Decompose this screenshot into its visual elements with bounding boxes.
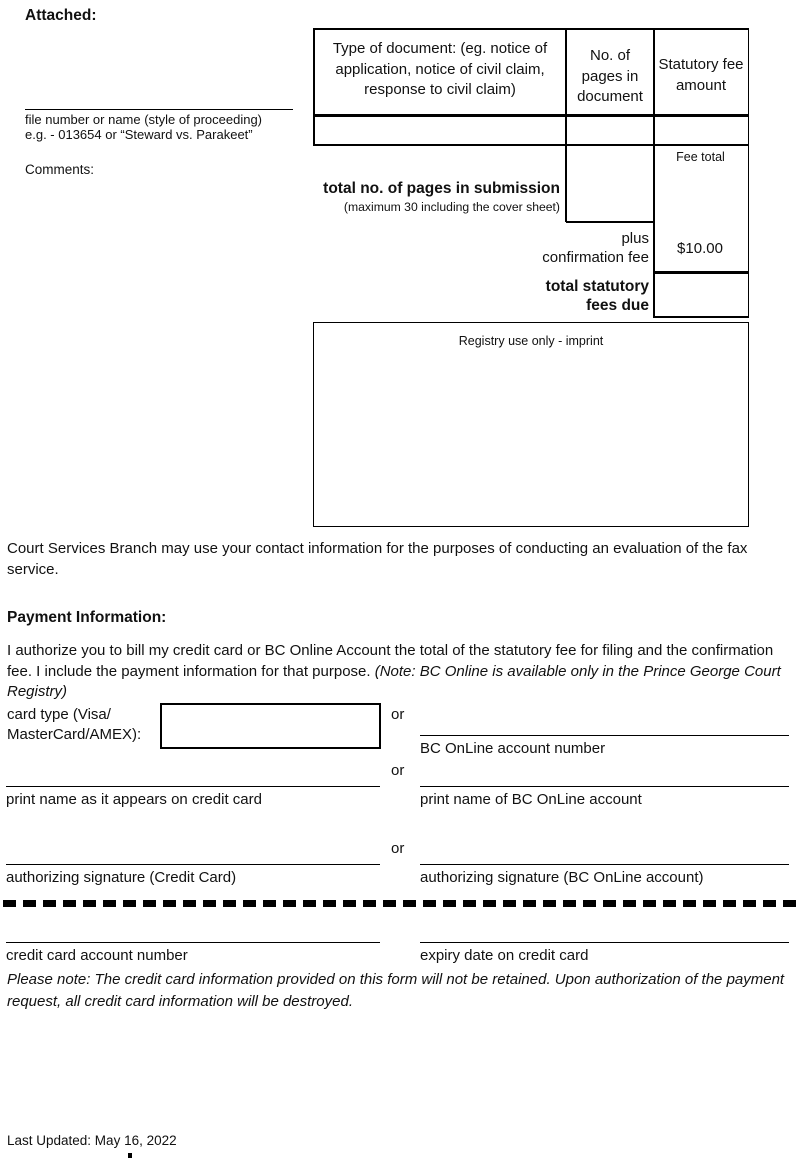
fee-total-divider bbox=[653, 271, 749, 274]
table-row1-bottom-border bbox=[313, 144, 749, 146]
col-header-no-of-pages: No. of pages in document bbox=[577, 47, 643, 105]
signature-bc-input-line[interactable] bbox=[420, 864, 789, 865]
col-header-type-of-document: Type of document: (eg. notice of application, notice of civil claim, response to civil claim) bbox=[332, 40, 548, 98]
contact-use-note: Court Services Branch may use your contact information for the purposes of conducting an evaluation of the fax service. bbox=[7, 540, 748, 578]
total-due-label-line2: fees due bbox=[586, 297, 649, 314]
cc-number-label: credit card account number bbox=[6, 947, 188, 964]
signature-credit-label: authorizing signature (Credit Card) bbox=[6, 869, 237, 886]
last-updated-text: Last Updated: May 16, 2022 bbox=[7, 1133, 177, 1148]
comments-label: Comments: bbox=[25, 162, 95, 177]
bc-account-label: BC OnLine account number bbox=[420, 740, 606, 757]
file-number-example: e.g. - 013654 or “Steward vs. Parakeet” bbox=[25, 127, 253, 142]
signature-credit-input-line[interactable] bbox=[6, 864, 380, 865]
total-due-input-cell[interactable] bbox=[656, 276, 746, 314]
scan-artifact-mark bbox=[128, 1153, 132, 1158]
total-pages-label: total no. of pages in submission bbox=[323, 180, 560, 197]
print-name-credit-input-line[interactable] bbox=[6, 786, 380, 787]
signature-bc-label: authorizing signature (BC OnLine account) bbox=[420, 869, 704, 886]
fee-input-cell[interactable] bbox=[656, 117, 746, 143]
fee-total-label: Fee total bbox=[676, 150, 725, 164]
or-label-2: or bbox=[391, 762, 405, 779]
card-type-label-line1: card type (Visa/ bbox=[7, 706, 111, 723]
expiry-input-line[interactable] bbox=[420, 942, 789, 943]
expiry-label: expiry date on credit card bbox=[420, 947, 589, 964]
total-due-label-line1: total statutory bbox=[545, 278, 649, 295]
registry-imprint-label: Registry use only - imprint bbox=[458, 334, 604, 348]
card-type-input-box[interactable] bbox=[160, 703, 381, 749]
pages-cell-bottom-border bbox=[566, 221, 654, 223]
or-label-3: or bbox=[391, 840, 405, 857]
comments-input-area[interactable] bbox=[25, 180, 285, 300]
bc-account-input-line[interactable] bbox=[420, 735, 789, 736]
card-type-label-line2: MasterCard/AMEX): bbox=[7, 726, 142, 743]
plus-confirmation-label-line1: plus bbox=[621, 230, 649, 247]
pages-input-cell[interactable] bbox=[568, 117, 652, 143]
total-pages-note: (maximum 30 including the cover sheet) bbox=[343, 200, 560, 214]
registry-imprint-box[interactable] bbox=[313, 322, 749, 527]
table-top-border bbox=[313, 28, 749, 30]
attached-heading: Attached: bbox=[25, 7, 97, 24]
col-header-statutory-fee: Statutory fee amount bbox=[658, 56, 744, 94]
confirmation-fee-amount: $10.00 bbox=[677, 240, 723, 257]
table-right-border bbox=[748, 28, 750, 317]
print-name-bc-label: print name of BC OnLine account bbox=[420, 791, 642, 808]
file-number-label: file number or name (style of proceeding) bbox=[25, 112, 263, 127]
payment-authorization-paragraph bbox=[7, 641, 792, 703]
print-name-bc-input-line[interactable] bbox=[420, 786, 789, 787]
table-divider-pages-fee bbox=[653, 28, 655, 317]
authorization-text: I authorize you to bill my credit card or BC Online Account the total of the statutory fee for filing and the confirmation fee. I include the payment information for that purpose. bbox=[7, 642, 774, 680]
total-pages-input-cell[interactable] bbox=[568, 147, 652, 220]
or-label-1: or bbox=[391, 706, 405, 723]
document-type-input-cell[interactable] bbox=[315, 117, 564, 143]
tear-off-dashed-divider bbox=[3, 900, 797, 907]
cc-number-input-line[interactable] bbox=[6, 942, 380, 943]
retention-note: Please note: The credit card information provided on this form will not be retained. Upon authorization of the payment request, all credit card information will be destroyed. bbox=[7, 971, 785, 1010]
fee-column-bottom-border bbox=[653, 316, 749, 318]
print-name-credit-label: print name as it appears on credit card bbox=[6, 791, 262, 808]
file-number-input-line[interactable] bbox=[25, 109, 293, 110]
authorization-note: (Note: BC Online is available only in the Prince George Court Registry) bbox=[7, 662, 781, 700]
payment-information-heading: Payment Information: bbox=[7, 609, 167, 626]
plus-confirmation-label-line2: confirmation fee bbox=[542, 249, 649, 266]
table-divider-type-pages bbox=[565, 28, 568, 222]
